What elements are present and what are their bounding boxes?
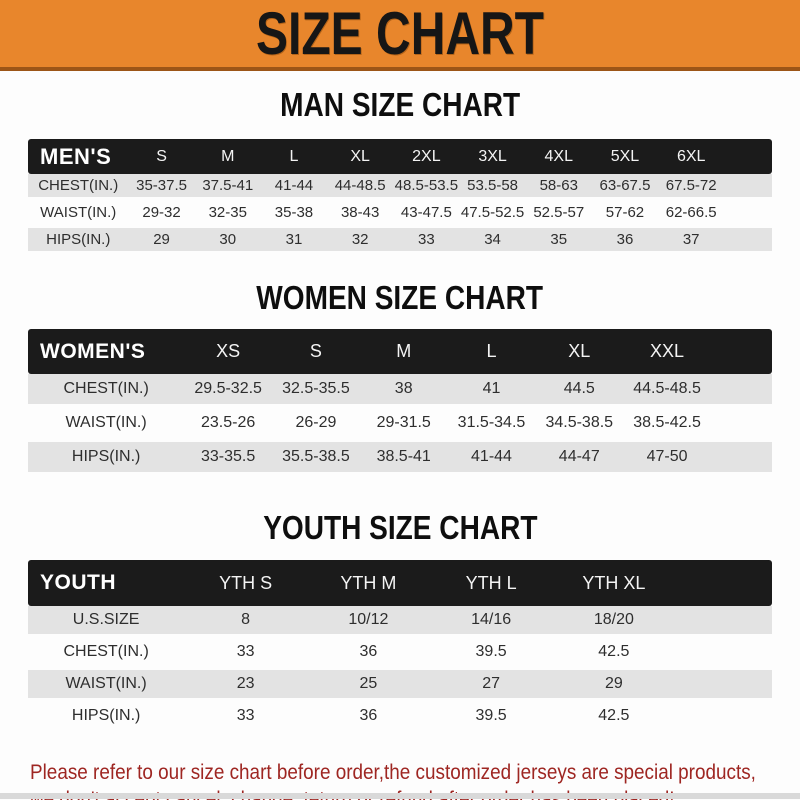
women-size-section: [0, 279, 800, 476]
measurement-value: 33: [184, 638, 307, 670]
youth-section-heading: [0, 509, 800, 547]
row-spacer: [675, 670, 772, 702]
row-spacer: [724, 228, 772, 255]
measurement-value: 67.5-72: [658, 174, 724, 201]
measurement-row-label: WAIST(IN.): [28, 670, 184, 702]
measurement-value: 41-44: [448, 442, 536, 476]
measurement-value: 33: [393, 228, 459, 255]
size-column-header: 6XL: [658, 139, 724, 174]
measurement-value: 39.5: [430, 702, 553, 734]
measurement-value: 33: [184, 702, 307, 734]
measurement-value: 44-47: [535, 442, 623, 476]
men-size-table: [28, 139, 772, 255]
size-column-header: XS: [184, 329, 272, 374]
measurement-value: 23: [184, 670, 307, 702]
measurement-value: 34.5-38.5: [535, 408, 623, 442]
row-spacer: [711, 374, 772, 408]
measurement-value: 29-31.5: [360, 408, 448, 442]
measurement-value: 35-37.5: [128, 174, 194, 201]
measurement-value: 52.5-57: [526, 201, 592, 228]
row-spacer: [675, 606, 772, 638]
measurement-value: 38.5-42.5: [623, 408, 711, 442]
size-column-header: L: [448, 329, 536, 374]
row-spacer: [675, 638, 772, 670]
row-spacer: [711, 408, 772, 442]
measurement-value: 25: [307, 670, 430, 702]
size-column-header: S: [128, 139, 194, 174]
measurement-value: 14/16: [430, 606, 553, 638]
measurement-value: 41-44: [261, 174, 327, 201]
measurement-value: 29: [552, 670, 675, 702]
women-section-heading: [0, 279, 800, 317]
measurement-value: 27: [430, 670, 553, 702]
size-header-row: [28, 329, 772, 374]
measurement-row: [28, 702, 772, 734]
measurement-value: 32.5-35.5: [272, 374, 360, 408]
measurement-value: 23.5-26: [184, 408, 272, 442]
measurement-value: 32-35: [195, 201, 261, 228]
size-chart-banner: [0, 0, 800, 71]
measurement-value: 42.5: [552, 638, 675, 670]
size-column-header: YTH M: [307, 560, 430, 606]
women-size-table: [28, 329, 772, 476]
youth-size-section: [0, 509, 800, 734]
measurement-row-label: CHEST(IN.): [28, 174, 128, 201]
measurement-row: [28, 228, 772, 255]
measurement-value: 8: [184, 606, 307, 638]
measurement-row: [28, 174, 772, 201]
measurement-value: 29-32: [128, 201, 194, 228]
row-spacer: [724, 201, 772, 228]
size-group-label: YOUTH: [28, 560, 184, 606]
measurement-row-label: HIPS(IN.): [28, 702, 184, 734]
row-spacer: [724, 174, 772, 201]
measurement-row: [28, 606, 772, 638]
size-group-label: MEN'S: [28, 139, 128, 174]
measurement-row-label: WAIST(IN.): [28, 408, 184, 442]
measurement-value: 38.5-41: [360, 442, 448, 476]
bottom-edge-strip: [0, 793, 800, 799]
measurement-value: 62-66.5: [658, 201, 724, 228]
youth-section-heading-text: YOUTH SIZE CHART: [262, 509, 538, 546]
measurement-value: 44.5: [535, 374, 623, 408]
measurement-value: 39.5: [430, 638, 553, 670]
measurement-value: 30: [195, 228, 261, 255]
size-column-header: S: [272, 329, 360, 374]
measurement-value: 26-29: [272, 408, 360, 442]
measurement-value: 35: [526, 228, 592, 255]
measurement-value: 34: [459, 228, 525, 255]
measurement-value: 53.5-58: [459, 174, 525, 201]
women-section-heading-text: WOMEN SIZE CHART: [256, 279, 544, 316]
size-column-header: XXL: [623, 329, 711, 374]
measurement-value: 36: [307, 702, 430, 734]
measurement-value: 44.5-48.5: [623, 374, 711, 408]
measurement-row: [28, 442, 772, 476]
header-spacer: [711, 329, 772, 374]
size-column-header: M: [360, 329, 448, 374]
footer-note-line1: Please refer to our size chart before order,the customized jerseys are special products,: [30, 761, 756, 784]
size-header-row: [28, 139, 772, 174]
measurement-value: 35.5-38.5: [272, 442, 360, 476]
youth-size-table: [28, 560, 772, 734]
measurement-row-label: U.S.SIZE: [28, 606, 184, 638]
measurement-value: 38-43: [327, 201, 393, 228]
measurement-value: 37: [658, 228, 724, 255]
size-column-header: YTH S: [184, 560, 307, 606]
row-spacer: [675, 702, 772, 734]
measurement-value: 41: [448, 374, 536, 408]
banner-title: SIZE CHART: [256, 0, 544, 67]
measurement-value: 31.5-34.5: [448, 408, 536, 442]
size-column-header: YTH L: [430, 560, 553, 606]
measurement-value: 36: [307, 638, 430, 670]
measurement-value: 31: [261, 228, 327, 255]
measurement-row-label: WAIST(IN.): [28, 201, 128, 228]
measurement-row-label: CHEST(IN.): [28, 638, 184, 670]
measurement-value: 47-50: [623, 442, 711, 476]
size-header-row: [28, 560, 772, 606]
size-column-header: L: [261, 139, 327, 174]
size-column-header: 3XL: [459, 139, 525, 174]
measurement-value: 18/20: [552, 606, 675, 638]
measurement-value: 35-38: [261, 201, 327, 228]
measurement-row-label: HIPS(IN.): [28, 442, 184, 476]
measurement-value: 32: [327, 228, 393, 255]
measurement-value: 58-63: [526, 174, 592, 201]
size-column-header: M: [195, 139, 261, 174]
measurement-value: 33-35.5: [184, 442, 272, 476]
measurement-value: 43-47.5: [393, 201, 459, 228]
header-spacer: [675, 560, 772, 606]
measurement-row: [28, 374, 772, 408]
size-column-header: XL: [535, 329, 623, 374]
measurement-value: 29: [128, 228, 194, 255]
size-column-header: 4XL: [526, 139, 592, 174]
men-section-heading-text: MAN SIZE CHART: [280, 86, 520, 123]
men-section-heading: [0, 86, 800, 124]
size-column-header: XL: [327, 139, 393, 174]
measurement-value: 44-48.5: [327, 174, 393, 201]
size-column-header: 5XL: [592, 139, 658, 174]
measurement-value: 57-62: [592, 201, 658, 228]
measurement-row-label: CHEST(IN.): [28, 374, 184, 408]
measurement-value: 38: [360, 374, 448, 408]
size-group-label: WOMEN'S: [28, 329, 184, 374]
measurement-value: 63-67.5: [592, 174, 658, 201]
measurement-row: [28, 638, 772, 670]
measurement-value: 42.5: [552, 702, 675, 734]
measurement-row-label: HIPS(IN.): [28, 228, 128, 255]
size-column-header: 2XL: [393, 139, 459, 174]
measurement-value: 47.5-52.5: [459, 201, 525, 228]
measurement-value: 48.5-53.5: [393, 174, 459, 201]
header-spacer: [724, 139, 772, 174]
measurement-row: [28, 408, 772, 442]
measurement-row: [28, 201, 772, 228]
row-spacer: [711, 442, 772, 476]
men-size-section: [0, 86, 800, 255]
measurement-row: [28, 670, 772, 702]
measurement-value: 29.5-32.5: [184, 374, 272, 408]
measurement-value: 36: [592, 228, 658, 255]
measurement-value: 10/12: [307, 606, 430, 638]
size-column-header: YTH XL: [552, 560, 675, 606]
measurement-value: 37.5-41: [195, 174, 261, 201]
